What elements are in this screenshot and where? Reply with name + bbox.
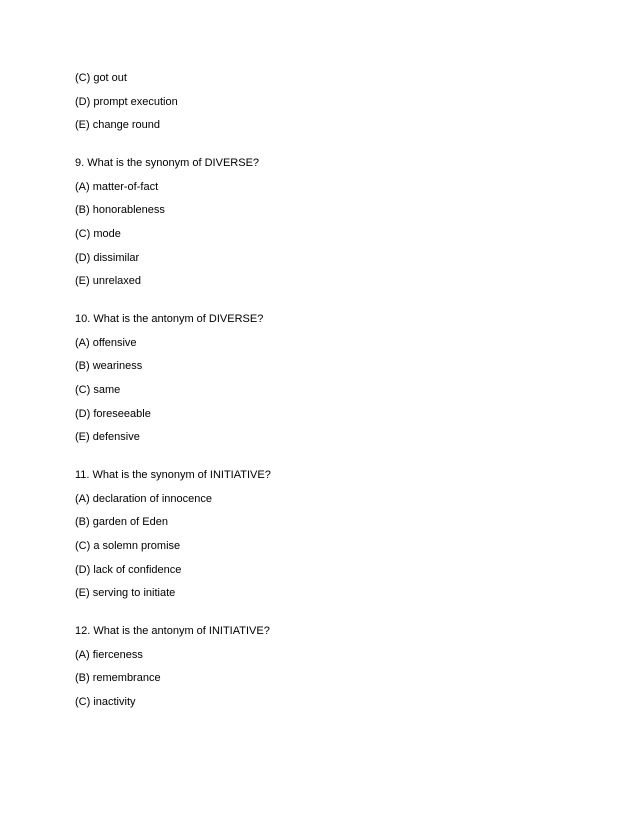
question-11 bbox=[75, 468, 595, 600]
answer-option: (A) matter-of-fact bbox=[75, 180, 159, 193]
answer-option: (B) remembrance bbox=[75, 672, 161, 685]
answer-option: (E) change round bbox=[75, 119, 160, 132]
answer-option: (C) inactivity bbox=[75, 695, 136, 708]
answer-option: (A) fierceness bbox=[75, 648, 143, 661]
question-prompt: 9. What is the synonym of DIVERSE? bbox=[75, 157, 260, 170]
answer-option: (C) got out bbox=[75, 72, 127, 84]
answer-option: (D) lack of confidence bbox=[75, 563, 182, 576]
answer-option: (D) prompt execution bbox=[75, 95, 178, 108]
answer-option: (C) mode bbox=[75, 227, 121, 240]
answer-option: (B) weariness bbox=[75, 360, 143, 373]
question-prompt: 11. What is the synonym of INITIATIVE? bbox=[75, 469, 271, 482]
question-10 bbox=[75, 312, 595, 444]
answer-option: (C) a solemn promise bbox=[75, 539, 181, 552]
answer-option: (E) defensive bbox=[75, 431, 140, 444]
question-prompt: 12. What is the antonym of INITIATIVE? bbox=[75, 625, 270, 638]
answer-option: (B) garden of Eden bbox=[75, 516, 168, 529]
question-8-continuation bbox=[75, 71, 595, 132]
answer-option: (C) same bbox=[75, 383, 121, 396]
answer-option: (E) unrelaxed bbox=[75, 275, 142, 288]
answer-option: (A) declaration of innocence bbox=[75, 492, 212, 505]
answer-option: (E) serving to initiate bbox=[75, 587, 176, 600]
answer-option: (D) dissimilar bbox=[75, 251, 140, 264]
answer-option: (B) honorableness bbox=[75, 204, 165, 217]
question-9 bbox=[75, 156, 595, 288]
document-page bbox=[75, 71, 595, 718]
answer-option: (D) foreseeable bbox=[75, 407, 151, 420]
question-12 bbox=[75, 624, 595, 709]
question-prompt: 10. What is the antonym of DIVERSE? bbox=[75, 313, 264, 326]
answer-option: (A) offensive bbox=[75, 336, 137, 349]
